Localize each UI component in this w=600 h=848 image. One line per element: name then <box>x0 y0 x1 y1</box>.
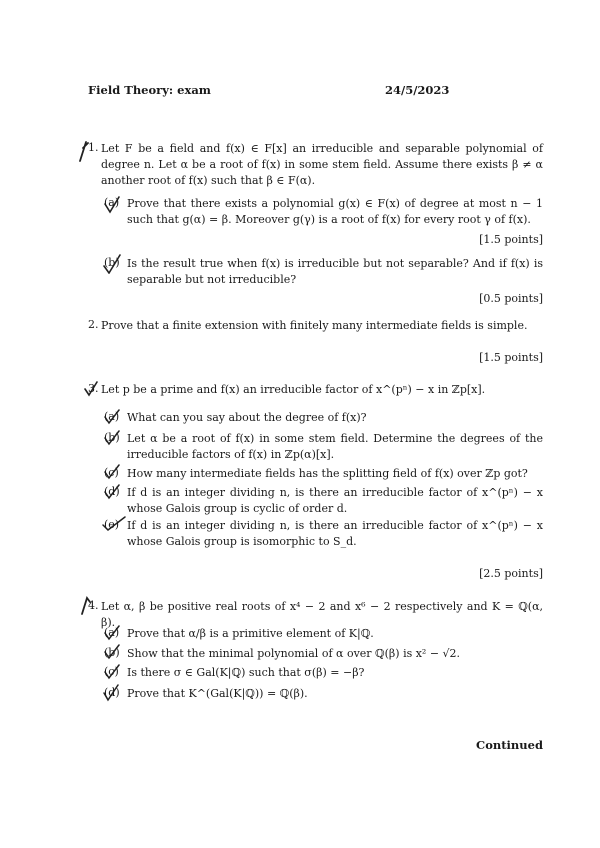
question-1b-text: Is the result true when f(x) is irreducible but not separable? And if f(x) is separable but not irreducible? <box>127 257 543 286</box>
part-label: (b) <box>104 256 120 269</box>
exam-date: 24/5/2023 <box>385 83 450 97</box>
question-4-text: Let α, β be positive real roots of x⁴ − 2 and x⁶ − 2 respectively and K = ℚ(α, β). <box>101 600 543 629</box>
question-3c-text: How many intermediate fields has the splitting field of f(x) over ℤp got? <box>127 467 528 480</box>
part-label: (b) <box>104 431 120 444</box>
part-label: (d) <box>104 686 120 699</box>
continued-label: Continued <box>476 738 543 752</box>
exam-title: Field Theory: exam <box>88 83 211 97</box>
question-2-text: Prove that a finite extension with finitely many intermediate fields is simple. <box>101 319 528 332</box>
question-3d-text: If d is an integer dividing n, is there an irreducible factor of x^(pⁿ) − x whose Galois group is cyclic of order d. <box>127 486 543 515</box>
question-number: 4. <box>88 599 99 612</box>
part-label: (e) <box>104 518 120 531</box>
part-label: (a) <box>104 410 120 423</box>
question-number: 3. <box>88 382 99 395</box>
question-4b-text: Show that the minimal polynomial of α over ℚ(β) is x² − √2. <box>127 647 461 660</box>
points-1a: [1.5 points] <box>479 233 543 246</box>
question-3-text: Let p be a prime and f(x) an irreducible factor of x^(pⁿ) − x in ℤp[x]. <box>101 383 486 396</box>
part-label: (b) <box>104 646 120 659</box>
question-3b-text: Let α be a root of f(x) in some stem field. Determine the degrees of the irreducible factors of f(x) in ℤp(α)[x]. <box>127 432 543 461</box>
points-2: [1.5 points] <box>479 351 543 364</box>
points-1b: [0.5 points] <box>479 292 543 305</box>
question-3e-text: If d is an integer dividing n, is there an irreducible factor of x^(pⁿ) − x whose Galois group is isomorphic to S_d. <box>127 519 543 548</box>
question-number: 1. <box>88 141 99 154</box>
question-4d-text: Prove that K^(Gal(K|ℚ)) = ℚ(β). <box>127 687 308 700</box>
question-number: 2. <box>88 318 99 331</box>
points-3: [2.5 points] <box>479 567 543 580</box>
part-label: (c) <box>104 665 119 678</box>
part-label: (c) <box>104 466 119 479</box>
question-4a-text: Prove that α/β is a primitive element of K|ℚ. <box>127 627 374 640</box>
question-1-text: Let F be a field and f(x) ∈ F[x] an irreducible and separable polynomial of degree n. Let α be a root of f(x) in some stem field. Assume there exists β ≠ α another root of f(x) such that β ∈ F(α). <box>101 142 543 187</box>
part-label: (a) <box>104 196 120 209</box>
question-1a-text: Prove that there exists a polynomial g(x) ∈ F(x) of degree at most n − 1 such that g(α) = β. Moreover g(γ) is a root of f(x) for every root γ of f(x). <box>127 197 543 226</box>
part-label: (d) <box>104 485 120 498</box>
question-4c-text: Is there σ ∈ Gal(K|ℚ) such that σ(β) = −β? <box>127 666 365 679</box>
part-label: (a) <box>104 626 120 639</box>
question-3a-text: What can you say about the degree of f(x)? <box>127 411 367 424</box>
